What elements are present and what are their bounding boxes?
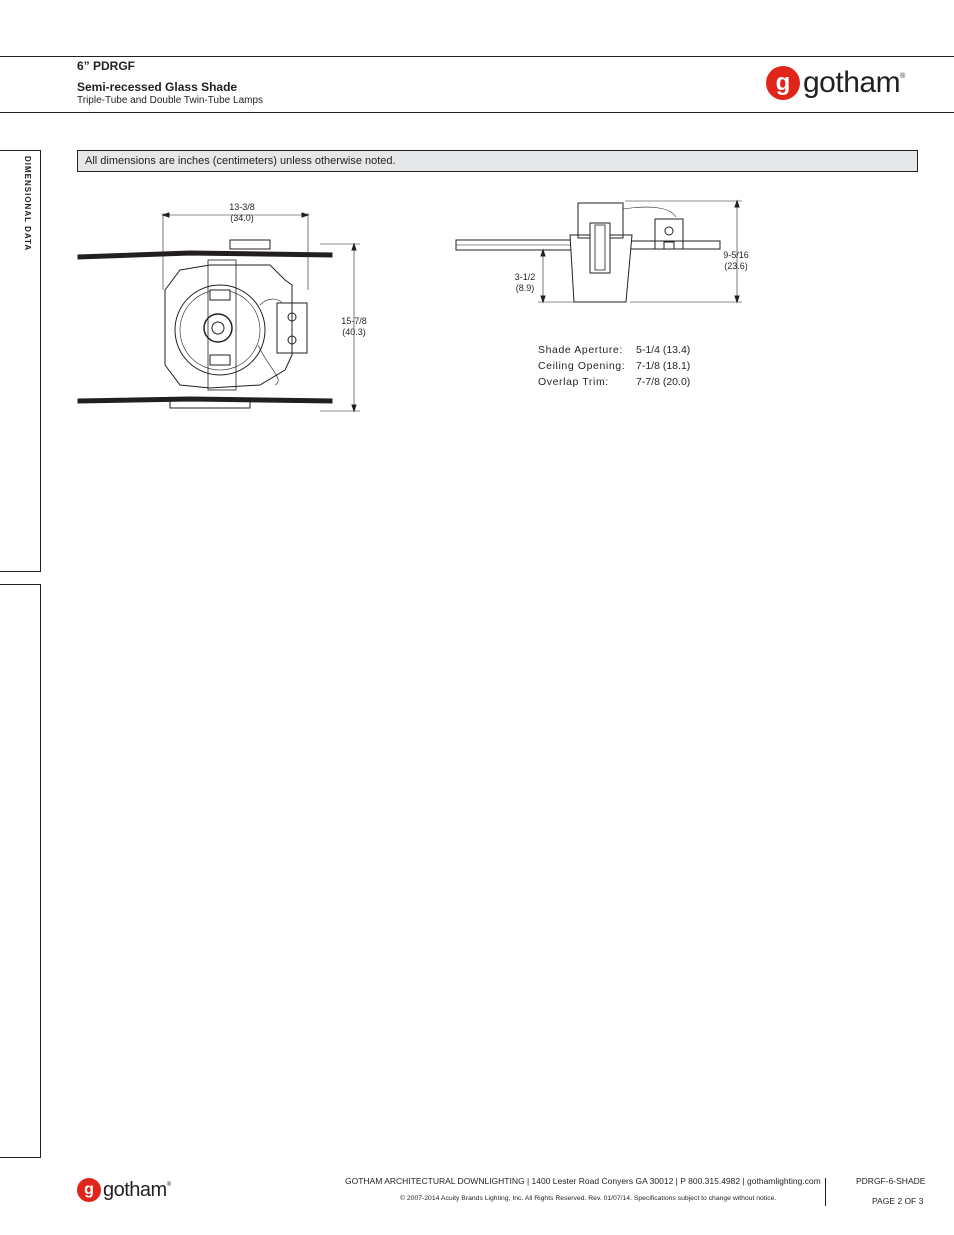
side-height-in: 9-5/16 xyxy=(723,250,749,260)
spec-list xyxy=(538,342,690,390)
spec-value: 7-7/8 (20.0) xyxy=(636,376,691,388)
footer-copyright: © 2007-2014 Acuity Brands Lighting, Inc. All Rights Reserved. Rev. 01/07/14. Specifications subject to change without notice. xyxy=(400,1195,777,1202)
header-logo xyxy=(766,66,905,100)
plan-height-in: 15-7/8 xyxy=(341,316,367,326)
footer-doc-code: PDRGF-6-SHADE xyxy=(856,1176,926,1186)
plan-height-dim xyxy=(334,316,374,338)
product-title: 6” PDRGF xyxy=(77,59,136,73)
spec-value: 7-1/8 (18.1) xyxy=(636,360,691,372)
footer-page-number: PAGE 2 OF 3 xyxy=(872,1196,924,1206)
plan-width-in: 13-3/8 xyxy=(229,202,255,212)
header-top-rule xyxy=(0,56,954,57)
footer-company-line: GOTHAM ARCHITECTURAL DOWNLIGHTING | 1400 Lester Road Conyers GA 30012 | P 800.315.4982 | gothamlighting.com xyxy=(345,1176,821,1186)
spec-label: Overlap Trim: xyxy=(538,376,609,388)
dimensions-note: All dimensions are inches (centimeters) unless otherwise noted. xyxy=(77,150,918,172)
side-height-dim xyxy=(716,250,756,272)
product-subtitle: Semi-recessed Glass Shade xyxy=(77,80,238,94)
plan-width-dim xyxy=(222,202,262,224)
header-bottom-rule xyxy=(0,112,954,113)
brand-name: gotham xyxy=(803,66,901,99)
spec-label: Shade Aperture: xyxy=(538,344,623,356)
plan-width-cm: (34.0) xyxy=(230,213,254,223)
gotham-mark-icon: g xyxy=(766,66,800,100)
footer-divider xyxy=(825,1178,826,1206)
spec-value: 5-1/4 (13.4) xyxy=(636,344,691,356)
brand-name: gotham xyxy=(103,1178,167,1201)
spec-label: Ceiling Opening: xyxy=(538,360,626,372)
spec-row xyxy=(538,358,690,374)
gotham-mark-icon: g xyxy=(77,1178,101,1202)
side-depth-dim xyxy=(505,272,545,294)
footer-logo xyxy=(77,1178,171,1202)
spec-row xyxy=(538,342,690,358)
lamp-types: Triple-Tube and Double Twin-Tube Lamps xyxy=(77,95,264,106)
side-height-cm: (23.6) xyxy=(724,261,748,271)
side-depth-in: 3-1/2 xyxy=(514,272,536,282)
registered-mark: ® xyxy=(900,72,906,80)
sidebar-tab-blank xyxy=(0,584,41,1158)
sidebar-section-label: DIMENSIONAL DATA xyxy=(23,156,32,252)
sidebar-tab-dimensional xyxy=(0,150,41,572)
plan-view-drawing xyxy=(70,195,370,420)
registered-mark: ® xyxy=(166,1182,172,1188)
spec-row xyxy=(538,374,690,390)
plan-height-cm: (40.3) xyxy=(342,327,366,337)
side-depth-cm: (8.9) xyxy=(515,283,535,293)
side-view-drawing xyxy=(450,195,750,310)
